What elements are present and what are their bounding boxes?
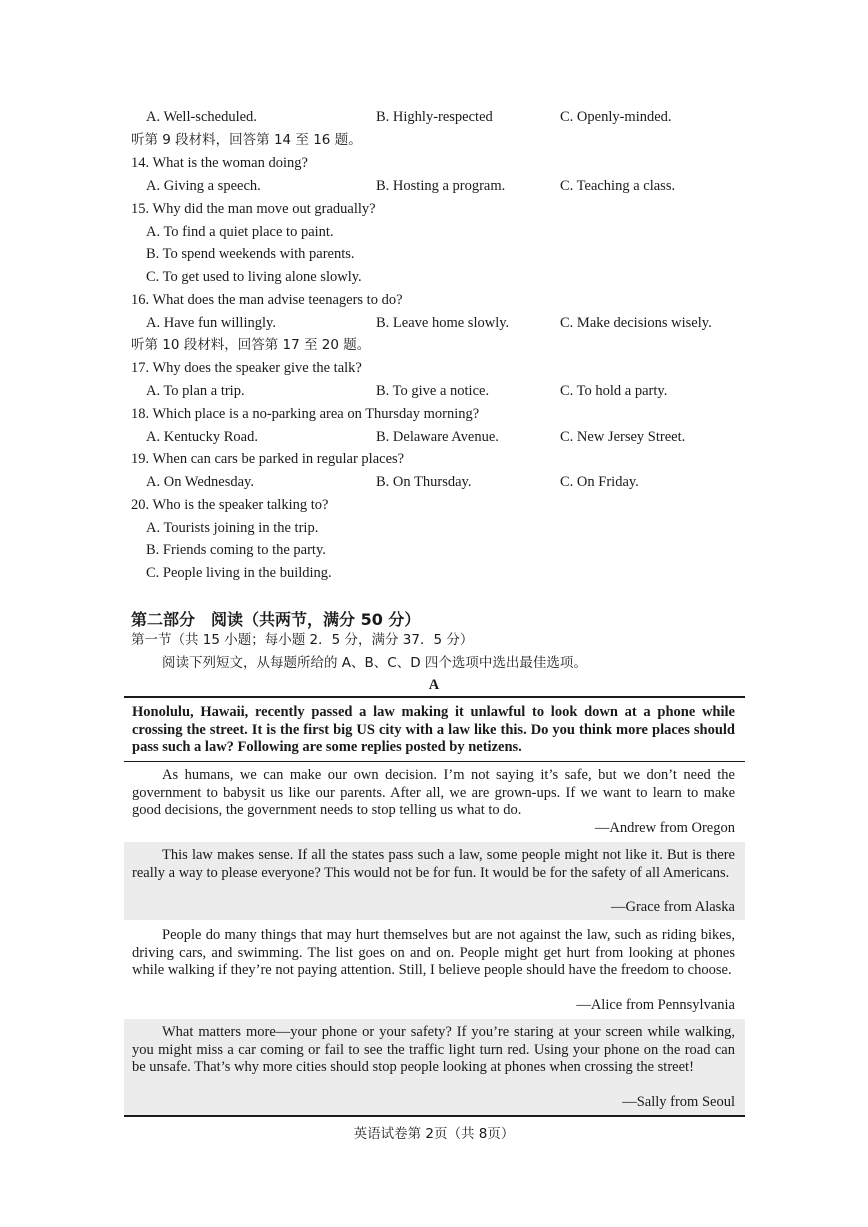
q20-stem: 20. Who is the speaker talking to? bbox=[131, 497, 329, 513]
top-rule bbox=[124, 696, 745, 698]
q14-stem: 14. What is the woman doing? bbox=[131, 155, 308, 171]
q15-option-a: A. To find a quiet place to paint. bbox=[146, 224, 334, 240]
q13-option-c: C. Openly-minded. bbox=[560, 109, 672, 125]
q16-option-c: C. Make decisions wisely. bbox=[560, 315, 712, 331]
q19-option-b: B. On Thursday. bbox=[376, 474, 472, 490]
reply-alice-text: People do many things that may hurt themselves but are not against the law, such as riding bikes, driving cars, and swimming. The list goes on and on. People might get hurt from looking at phones while walking if they’re not paying attention. Still, I believe people should have the freedom to choose. bbox=[132, 927, 735, 978]
reply-andrew-text: As humans, we can make our own decision. I’m not saying it’s safe, but we don’t need the government to babysit us like our parents. After all, we are grown-ups. If we want to learn to make good decisions, the government needs to stop telling us what to do. bbox=[132, 767, 735, 818]
q15-stem: 15. Why did the man move out gradually? bbox=[131, 201, 376, 217]
listening-instruction-9: 听第 9 段材料，回答第 14 至 16 题。 bbox=[131, 132, 362, 148]
q16-stem: 16. What does the man advise teenagers to do? bbox=[131, 292, 403, 308]
q15-option-c: C. To get used to living alone slowly. bbox=[146, 269, 362, 285]
q19-option-a: A. On Wednesday. bbox=[146, 474, 254, 490]
q13-option-a: A. Well-scheduled. bbox=[146, 109, 257, 125]
reply-alice-author: —Alice from Pennsylvania bbox=[576, 997, 735, 1013]
q17-stem: 17. Why does the speaker give the talk? bbox=[131, 360, 362, 376]
reply-sally-author: —Sally from Seoul bbox=[622, 1094, 735, 1110]
q20-option-a: A. Tourists joining in the trip. bbox=[146, 520, 319, 536]
passage-label: A bbox=[428, 677, 440, 693]
q18-option-b: B. Delaware Avenue. bbox=[376, 429, 499, 445]
q19-stem: 19. When can cars be parked in regular places? bbox=[131, 451, 405, 467]
q14-option-a: A. Giving a speech. bbox=[146, 178, 261, 194]
reply-sally-text: What matters more—your phone or your safety? If you’re staring at your screen while walking, you might miss a car coming or fail to see the traffic light turn red. Using your phone on the road can be unsafe. That’s why more cities should stop people looking at phones when crossing the street! bbox=[132, 1024, 735, 1075]
q19-option-c: C. On Friday. bbox=[560, 474, 639, 490]
q20-option-c: C. People living in the building. bbox=[146, 565, 332, 581]
q17-option-b: B. To give a notice. bbox=[376, 383, 490, 399]
reading-directions: 阅读下列短文，从每题所给的 A、B、C、D 四个选项中选出最佳选项。 bbox=[162, 655, 587, 671]
passage-intro: Honolulu, Hawaii, recently passed a law making it unlawful to look down at a phone while crossing the street. It is the first big US city with a law like this. Do you think more places should pass such a law? Following are some replies posted by netizens. bbox=[132, 704, 735, 755]
listening-instruction-10: 听第 10 段材料，回答第 17 至 20 题。 bbox=[131, 337, 371, 353]
q16-option-a: A. Have fun willingly. bbox=[146, 315, 276, 331]
reply-grace-text: This law makes sense. If all the states pass such a law, some people might not like it. But is there really a way to please everyone? This would not be for fun. It would be for the safety of all Americans. bbox=[132, 847, 735, 881]
bottom-rule bbox=[124, 1115, 745, 1117]
q17-option-a: A. To plan a trip. bbox=[146, 383, 245, 399]
q13-option-b: B. Highly-respected bbox=[376, 109, 493, 125]
q20-option-b: B. Friends coming to the party. bbox=[146, 542, 326, 558]
q15-option-b: B. To spend weekends with parents. bbox=[146, 246, 355, 262]
intro-rule bbox=[124, 761, 745, 762]
q18-stem: 18. Which place is a no-parking area on Thursday morning? bbox=[131, 406, 480, 422]
part2-title: 第二部分 阅读（共两节，满分 50 分） bbox=[131, 610, 421, 629]
reply-grace-author: —Grace from Alaska bbox=[610, 899, 735, 915]
q18-option-a: A. Kentucky Road. bbox=[146, 429, 258, 445]
reply-andrew-author: —Andrew from Oregon bbox=[594, 820, 735, 836]
q14-option-b: B. Hosting a program. bbox=[376, 178, 506, 194]
q18-option-c: C. New Jersey Street. bbox=[560, 429, 686, 445]
q16-option-b: B. Leave home slowly. bbox=[376, 315, 510, 331]
q14-option-c: C. Teaching a class. bbox=[560, 178, 676, 194]
page-footer: 英语试卷第 2页（共 8页） bbox=[353, 1126, 515, 1142]
q17-option-c: C. To hold a party. bbox=[560, 383, 668, 399]
section1-title: 第一节（共 15 小题；每小题 2．5 分，满分 37．5 分） bbox=[131, 632, 474, 648]
